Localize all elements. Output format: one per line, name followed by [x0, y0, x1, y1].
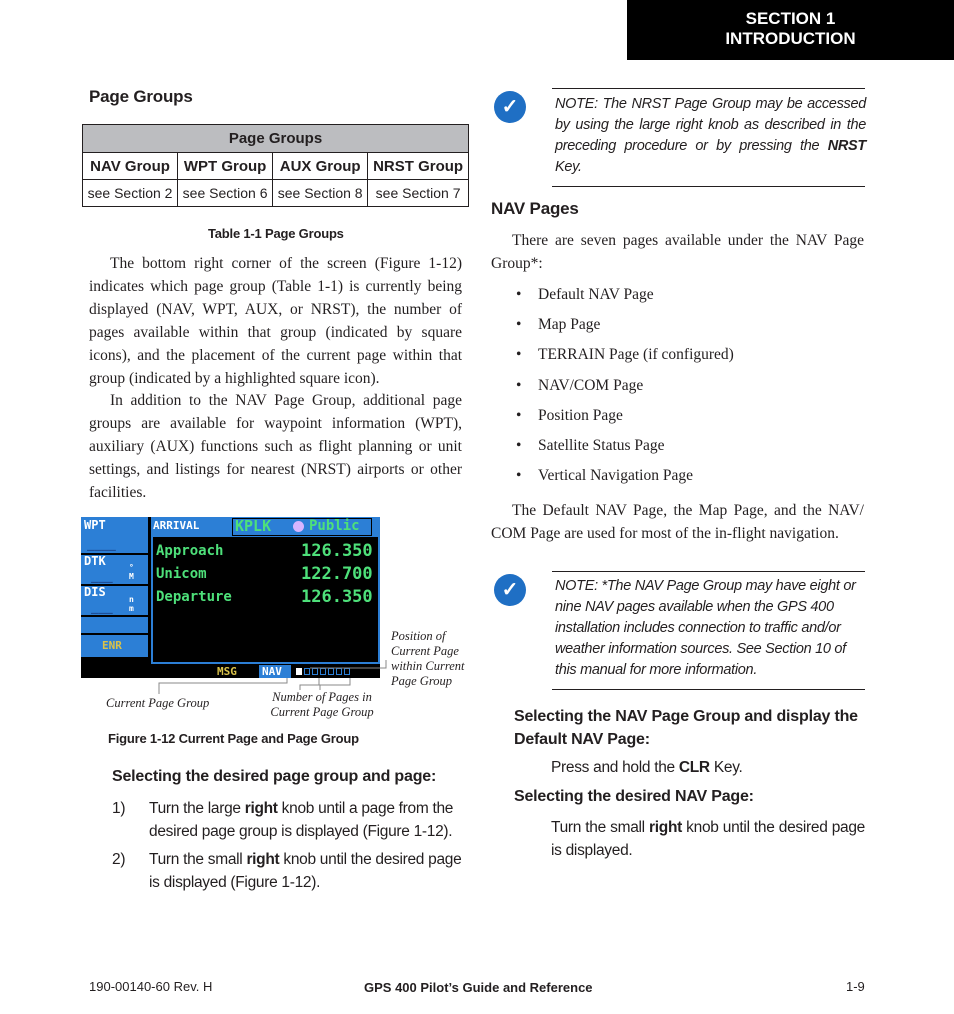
table-cell-wpt: see Section 6 [178, 180, 273, 207]
step-text-part: Turn the small [551, 819, 650, 836]
nav-pages-paragraph: The Default NAV Page, the Map Page, and the NAV/ COM Page are used for most of the in-flight navigation. [491, 502, 864, 542]
nm-unit-m: m [129, 604, 134, 613]
current-page-group: NAV [262, 665, 282, 678]
step-text [149, 797, 472, 843]
list-item-label: TERRAIN Page (if configured) [538, 346, 734, 364]
step-number: 2) [112, 851, 126, 868]
dtk-label: DTK [84, 554, 106, 568]
frequency-name: Departure [156, 589, 232, 605]
section-number: SECTION 1 [745, 9, 836, 28]
key-name: CLR [678, 759, 710, 776]
table-cell-nav: see Section 2 [83, 180, 178, 207]
table-title: Page Groups [83, 125, 469, 153]
document-title: GPS 400 Pilot’s Guide and Reference [364, 980, 593, 995]
procedure-title: Selecting the desired page group and page: [112, 768, 437, 785]
step-number: 1) [112, 800, 126, 817]
paragraph-page-groups: The bottom right corner of the screen (Figure 1-12) indicates which page group (Table 1-1) is currently being displayed (NAV, WPT, AUX, or NRST), the number of pages available within that group (indicated by square icons), and the placement of the current page within that group (indicated by a highlighted square icon). [89, 255, 462, 387]
page-groups-heading: Page Groups [89, 87, 193, 106]
figure-caption: Figure 1-12 Current Page and Page Group [108, 731, 359, 746]
procedure-title: Selecting the NAV Page Group and display the Default NAV Page: [514, 708, 858, 748]
table-cell-nrst: see Section 7 [368, 180, 469, 207]
section-tab [627, 0, 954, 60]
list-item: • Default NAV Page [516, 286, 654, 303]
step-text-part: Turn the small [149, 851, 247, 868]
list-item-label: Default NAV Page [538, 286, 654, 303]
paragraph-additional-groups: In addition to the NAV Page Group, additional page groups are available for waypoint information (WPT), auxiliary (AUX) functions such as flight planning or unit settings, and listings for nearest (NRST) airports or other facilities. [89, 392, 462, 501]
section-title: INTRODUCTION [725, 29, 856, 48]
frequency-list [156, 543, 373, 613]
page-groups-table [82, 124, 469, 207]
label-number-of-pages: Number of Pages in Current Page Group [270, 690, 374, 719]
note-rule-top [552, 88, 865, 89]
frequency-value: 126.350 [301, 587, 373, 607]
list-item-label: Satellite Status Page [538, 436, 665, 454]
step-text-part: Key. [709, 759, 743, 776]
knob-name: right [244, 800, 278, 817]
procedure-step [112, 797, 472, 843]
divider [81, 615, 148, 617]
list-item [156, 566, 373, 588]
note-icon: ✓ [494, 574, 526, 606]
knob-name: right [246, 851, 280, 868]
degree-unit: ° [129, 563, 134, 572]
note-nrst [555, 94, 866, 178]
step-text-part: Press and hold the [551, 759, 679, 776]
table-caption: Table 1-1 Page Groups [208, 226, 344, 241]
knob-name: right [649, 819, 682, 836]
label-current-page-group: Current Page Group [106, 696, 210, 710]
frequency-name: Unicom [156, 566, 207, 582]
step-text-part: knob until a page from the desired page group is displayed (Figure 1-12). [149, 800, 454, 840]
nav-pages-list [516, 283, 734, 494]
wpt-dashes: ____ [87, 537, 116, 551]
key-name: NRST [827, 138, 866, 154]
table-header-wpt: WPT Group [178, 153, 273, 180]
list-item [156, 543, 373, 565]
step-text-part: knob until the desired page is displayed. [551, 819, 865, 859]
public-label: Public [309, 518, 360, 534]
note-nav-group: NOTE: *The NAV Page Group may have eight or nine NAV pages available when the GPS 400 installation includes connection to traffic and/or weather information sources. See Section 10 of this manual for more information. [555, 578, 856, 678]
msg-annunciator: MSG [217, 665, 237, 678]
step-text-part: Turn the large [149, 800, 245, 817]
nav-pages-heading: NAV Pages [491, 199, 579, 218]
list-item: • NAV/COM Page [516, 376, 644, 394]
frequency-value: 126.350 [301, 541, 373, 561]
table-header-nav: NAV Group [83, 153, 178, 180]
arrival-label: ARRIVAL [153, 519, 200, 532]
list-item-label: Position Page [538, 406, 623, 424]
table-header-nrst: NRST Group [368, 153, 469, 180]
page-number: 1-9 [846, 979, 865, 994]
step-text-part: knob until the desired page is displayed (Figure 1-12). [149, 851, 462, 891]
dtk-dashes: ___ [91, 569, 113, 583]
divider [81, 633, 148, 635]
list-item: • TERRAIN Page (if configured) [516, 346, 734, 364]
list-item: • Position Page [516, 406, 623, 424]
nm-unit-n: n [129, 595, 134, 604]
wpt-label: WPT [84, 518, 106, 532]
magnetic-unit: M [129, 572, 134, 581]
list-item: • Map Page [516, 316, 601, 334]
note-text-part: NOTE: The NRST Page Group may be accessed by using the large right knob as described in the preceding procedure or by pressing the [555, 96, 866, 154]
dis-dashes: ___ [91, 600, 113, 614]
enr-label: ENR [102, 639, 122, 652]
airport-symbol-icon [293, 521, 304, 532]
table-cell-aux: see Section 8 [273, 180, 368, 207]
table-header-aux: AUX Group [273, 153, 368, 180]
list-item: • Satellite Status Page [516, 436, 665, 454]
list-item-label: Vertical Navigation Page [538, 467, 693, 485]
procedure-step [551, 816, 865, 862]
step-text [149, 848, 472, 894]
label-page-position: Position of Current Page within Current Page Group [391, 629, 465, 688]
note-text-part: Key. [555, 159, 582, 175]
airport-identifier: KPLK [235, 517, 272, 535]
procedure-step [112, 848, 472, 894]
procedure-title: Selecting the desired NAV Page: [514, 788, 754, 805]
note-rule-bottom [552, 186, 865, 187]
document-number: 190-00140-60 Rev. H [89, 979, 213, 994]
frequency-name: Approach [156, 543, 224, 559]
list-item: • Vertical Navigation Page [516, 467, 693, 485]
list-item-label: NAV/COM Page [538, 376, 644, 394]
procedure-step [551, 756, 743, 779]
list-item [156, 589, 373, 611]
note-rule-top [552, 571, 865, 572]
note-rule-bottom [552, 689, 865, 690]
dis-label: DIS [84, 585, 106, 599]
frequency-value: 122.700 [301, 564, 373, 584]
nav-pages-intro: There are seven pages available under the NAV Page Group*: [491, 232, 864, 272]
list-item-label: Map Page [538, 316, 601, 334]
note-icon: ✓ [494, 91, 526, 123]
